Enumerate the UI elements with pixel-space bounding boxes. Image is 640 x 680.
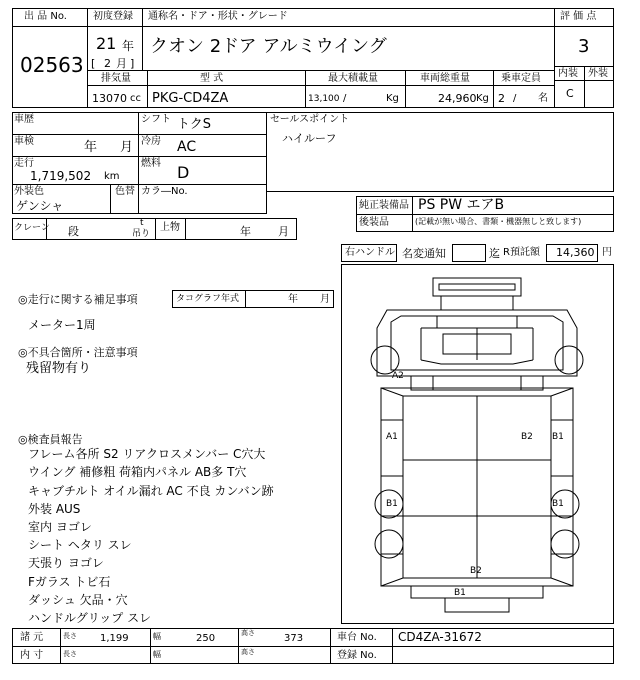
displacement-value: 13070: [92, 92, 127, 105]
equipment-value: PS PW エアB: [418, 197, 505, 213]
ac-label: 冷房: [141, 136, 161, 147]
first-reg-month: 2: [104, 57, 111, 70]
model-label: 通称名・ドア・形状・グレード: [148, 11, 288, 22]
crane-stage-unit: 段: [68, 225, 79, 238]
interior-grade: C: [566, 87, 574, 100]
defect-heading: ◎不具合箇所・注意事項: [18, 346, 138, 359]
shift-value: トクS: [177, 117, 211, 132]
width-value: 250: [196, 633, 216, 644]
exterior-label: 外装: [588, 68, 608, 79]
inner-dimensions-label: 内 寸: [20, 650, 44, 661]
payload-sep: /: [343, 93, 347, 104]
report-line: 室内 ヨゴレ: [28, 520, 92, 534]
length-value: 1,199: [100, 633, 129, 644]
displacement-label: 排気量: [101, 73, 131, 84]
registration-label: 登録 No.: [337, 650, 377, 661]
fuel-value: D: [177, 163, 190, 182]
mileage-supplement-heading: ◎走行に関する補足事項: [18, 293, 138, 306]
mileage-value: 1,719,502: [30, 169, 92, 183]
damage-mark-a1: A1: [386, 432, 398, 442]
damage-mark-b1-bottom: B1: [454, 588, 466, 598]
damage-mark-b1-right: B1: [552, 432, 564, 442]
name-change-date-field[interactable]: [452, 244, 486, 262]
first-reg-year-unit: 年: [122, 39, 135, 53]
height-label: 高さ: [241, 629, 255, 637]
rhd-label: 右ハンドル: [345, 247, 395, 258]
inspection-label: 車検: [14, 136, 34, 147]
first-reg-year: 21: [96, 34, 117, 53]
mileage-label: 走行: [14, 158, 34, 169]
shift-label: シフト: [141, 114, 171, 125]
deadline-label: 迄: [489, 247, 500, 260]
first-reg-month-unit: 月: [116, 57, 127, 70]
sales-point-value: ハイルーフ: [282, 132, 337, 145]
capacity-unit: 名: [538, 93, 548, 104]
report-line: ダッシュ 欠品・穴: [28, 593, 128, 607]
damage-mark-b1-left: B1: [386, 499, 398, 509]
capacity-label: 乗車定員: [501, 73, 541, 84]
height-value: 373: [284, 633, 304, 644]
inspection-year-unit: 年: [84, 140, 98, 155]
color-number-label: カラ―No.: [141, 186, 188, 197]
tachograph-month-unit: 月: [320, 294, 330, 305]
recycle-deposit-value: 14,360: [556, 246, 595, 259]
equipment-label: 純正装備品: [359, 200, 409, 211]
report-line: キャブチルト オイル漏れ AC 不良 カンバン跡: [28, 484, 274, 498]
recycle-deposit-label: R預託額: [503, 247, 540, 258]
first-registration-label: 初度登録: [93, 11, 133, 22]
load-month-unit: 月: [278, 225, 289, 238]
payload-value: 13,100: [308, 94, 340, 104]
ac-value: AC: [177, 139, 197, 155]
aftermarket-note: (記載が無い場合、書類・機器無しと致します): [415, 217, 582, 226]
inspection-month-unit: 月: [120, 140, 134, 155]
inner-length-label: 長さ: [63, 650, 77, 658]
inspector-report-heading: ◎検査員報告: [18, 433, 83, 446]
yen-unit: 円: [602, 247, 612, 258]
tachograph-label: タコグラフ年式: [176, 294, 240, 304]
fuel-label: 燃料: [141, 158, 161, 169]
lot-number: 02563: [20, 53, 84, 77]
interior-label: 内装: [558, 68, 578, 79]
report-line: 外装 AUS: [28, 502, 81, 516]
meter-note: メーター1周: [28, 318, 96, 332]
sales-point-label: セールスポイント: [270, 114, 350, 125]
model-name: クオン 2ドア アルミウイング: [150, 36, 387, 57]
crane-ton-unit: t: [140, 218, 144, 228]
payload-label: 最大積載量: [328, 73, 378, 84]
load-year-unit: 年: [240, 225, 251, 238]
tachograph-year-unit: 年: [288, 294, 298, 305]
chassis-label: 車台 No.: [337, 632, 377, 643]
gvw-unit: Kg: [476, 93, 489, 104]
name-change-label: 名変通知: [402, 247, 446, 260]
chassis-value: CD4ZA-31672: [398, 630, 482, 644]
gvw-label: 車両総重量: [420, 73, 470, 84]
report-line: シート ヘタリ スレ: [28, 538, 132, 552]
defect-note: 残留物有り: [26, 361, 92, 376]
overall-grade: 3: [578, 36, 590, 57]
crane-label: クレーン: [14, 223, 50, 233]
type-label: 型 式: [200, 73, 224, 84]
exterior-color-label: 外装色: [14, 186, 44, 197]
damage-mark-b2-right: B2: [521, 432, 533, 442]
damage-mark-a2: A2: [392, 371, 404, 381]
first-reg-month-open: [: [91, 57, 96, 70]
damage-mark-b2-bottom: B2: [470, 566, 482, 576]
grade-label: 評 価 点: [560, 11, 597, 22]
type-value: PKG-CD4ZA: [152, 91, 229, 106]
report-line: ハンドルグリップ スレ: [28, 611, 152, 625]
displacement-unit: cc: [130, 93, 141, 104]
report-line: フレーム各所 S2 リアクロスメンバー C穴大: [28, 447, 266, 461]
inner-height-label: 高さ: [241, 648, 255, 656]
report-line: ウイング 補修粗 荷箱内パネル AB多 T穴: [28, 465, 247, 479]
capacity-sep: /: [513, 93, 517, 104]
load-label: 上物: [160, 222, 180, 233]
history-label: 車歴: [14, 114, 34, 125]
mileage-unit: km: [104, 171, 120, 182]
report-line: Fガラス トビ石: [28, 575, 111, 589]
report-line: 天張り ヨゴレ: [28, 556, 104, 570]
payload-unit: Kg: [386, 93, 399, 104]
dimensions-label: 諸 元: [20, 632, 44, 643]
length-label: 長さ: [63, 632, 77, 640]
width-label: 幅: [153, 632, 161, 641]
gvw-value: 24,960: [438, 92, 477, 105]
damage-mark-b1-right-low: B1: [552, 499, 564, 509]
capacity-value: 2: [498, 92, 505, 105]
exterior-color-value: ゲンシャ: [16, 199, 64, 213]
aftermarket-label: 後装品: [359, 217, 389, 228]
inner-width-label: 幅: [153, 650, 161, 659]
color-change-label: 色替: [115, 186, 135, 197]
first-reg-month-close: ]: [130, 57, 135, 70]
lot-label: 出 品 No.: [24, 11, 67, 22]
crane-ton-sub: 吊り: [132, 229, 151, 239]
